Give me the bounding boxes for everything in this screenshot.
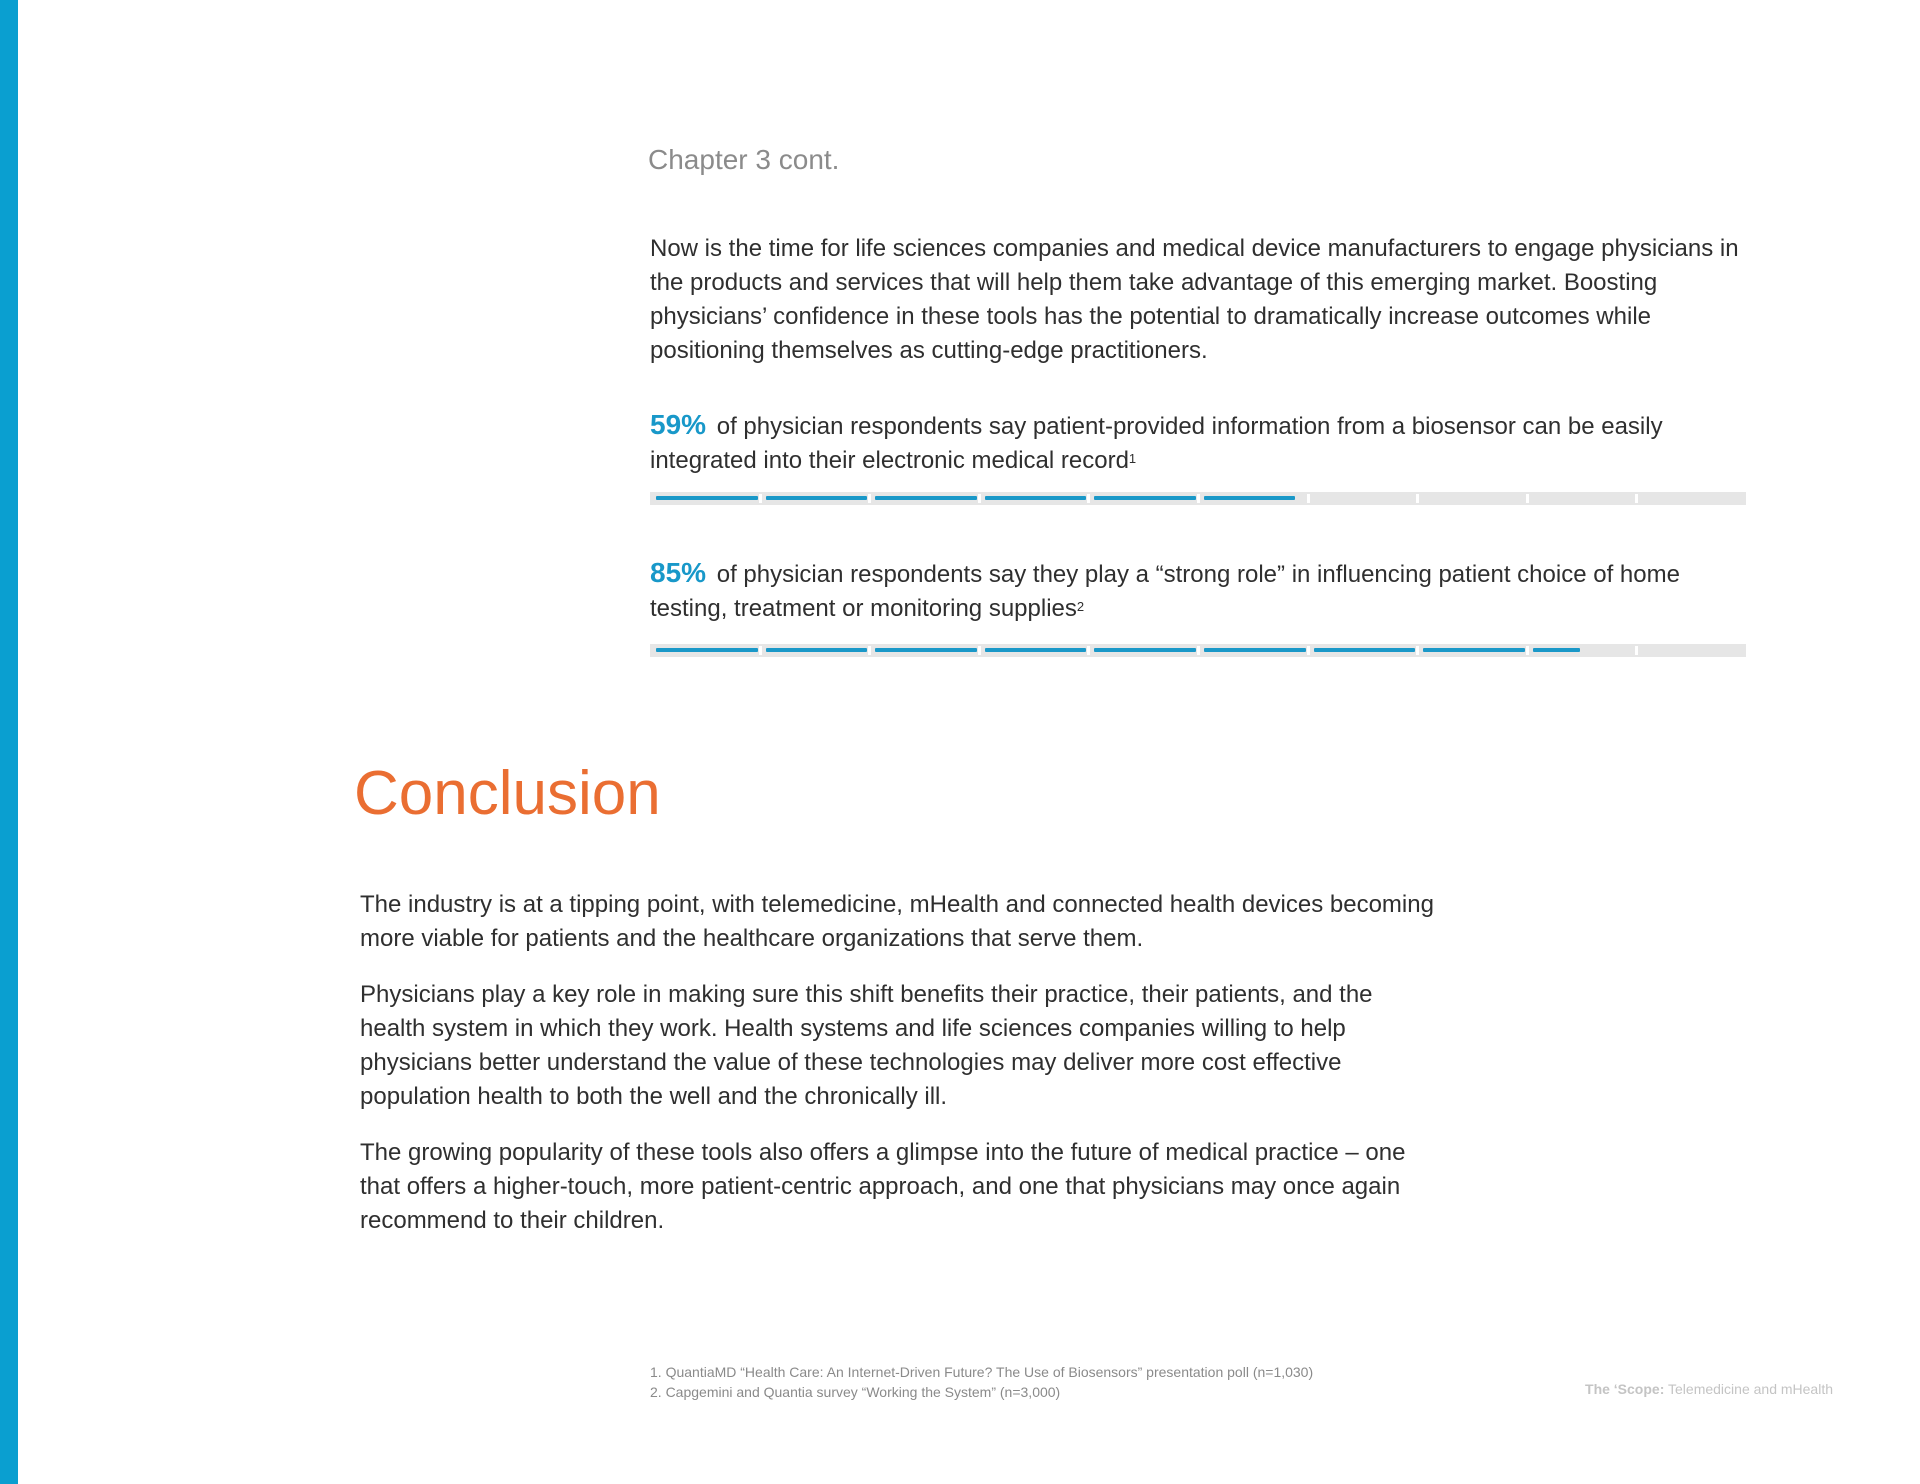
stat-text: of physician respondents say patient-provided information from a biosensor can be easily integrated into their electronic medical record xyxy=(650,413,1663,474)
progress-segment xyxy=(766,648,868,652)
progress-segment xyxy=(1533,648,1580,652)
progress-segment xyxy=(1314,648,1416,652)
progress-tick xyxy=(978,646,981,655)
progress-bar-59 xyxy=(650,492,1746,505)
progress-segment xyxy=(656,648,758,652)
progress-tick xyxy=(1635,646,1638,655)
progress-segment xyxy=(985,648,1087,652)
progress-tick xyxy=(1526,494,1529,503)
progress-tick xyxy=(1416,646,1419,655)
progress-segment xyxy=(656,496,758,500)
progress-tick xyxy=(759,494,762,503)
stat-block-2 xyxy=(650,556,1750,626)
left-accent-bar xyxy=(0,0,18,1484)
footnote-ref: 1 xyxy=(1128,451,1137,466)
intro-paragraph: Now is the time for life sciences companies and medical device manufacturers to engage physicians in the products and services that will help them take advantage of this emerging market. Boosting physicians’ confidence in these tools has the potential to dramatically increase outcomes while positioning themselves as cutting-edge practitioners. xyxy=(650,235,1739,364)
conclusion-paragraph-3: The growing popularity of these tools also offers a glimpse into the future of medical practice – one that offers a higher-touch, more patient-centric approach, and one that physicians may once again recommend to their children. xyxy=(360,1139,1406,1234)
footnote-ref: 2 xyxy=(1076,599,1085,614)
footnote-2: 2. Capgemini and Quantia survey “Working the System” (n=3,000) xyxy=(650,1384,1061,1400)
conclusion-paragraph-1: The industry is at a tipping point, with telemedicine, mHealth and connected health devices becoming more viable for patients and the healthcare organizations that serve them. xyxy=(360,891,1434,952)
progress-segment xyxy=(1423,648,1525,652)
progress-segment xyxy=(1094,496,1196,500)
progress-tick xyxy=(1307,646,1310,655)
progress-bar-85 xyxy=(650,644,1746,657)
chapter-label: Chapter 3 cont. xyxy=(648,144,840,175)
progress-tick xyxy=(978,494,981,503)
progress-segment xyxy=(875,648,977,652)
progress-tick xyxy=(1635,494,1638,503)
progress-segment xyxy=(1094,648,1196,652)
footer-label xyxy=(1585,1381,1833,1397)
progress-tick xyxy=(1526,646,1529,655)
progress-tick xyxy=(759,646,762,655)
progress-segment xyxy=(1204,648,1306,652)
conclusion-paragraph-2: Physicians play a key role in making sure this shift benefits their practice, their patients, and the health system in which they work. Health systems and life sciences companies willing to help physicians better understand the value of these technologies may deliver more cost effective population health to both the well and the chronically ill. xyxy=(360,981,1373,1110)
progress-tick xyxy=(1307,494,1310,503)
progress-segment xyxy=(1204,496,1295,500)
progress-tick xyxy=(1197,646,1200,655)
progress-tick xyxy=(868,494,871,503)
footnote-1: 1. QuantiaMD “Health Care: An Internet-Driven Future? The Use of Biosensors” presentation poll (n=1,030) xyxy=(650,1364,1314,1380)
stat-text: of physician respondents say they play a “strong role” in influencing patient choice of home testing, treatment or monitoring supplies xyxy=(650,561,1680,622)
progress-segment xyxy=(875,496,977,500)
footer-title: Telemedicine and mHealth xyxy=(1668,1381,1833,1397)
stat-percent: 85% xyxy=(650,557,707,588)
conclusion-heading: Conclusion xyxy=(354,759,661,828)
progress-segment xyxy=(985,496,1087,500)
progress-tick xyxy=(1087,494,1090,503)
footer-brand: The ‘Scope: xyxy=(1585,1381,1665,1397)
stat-percent: 59% xyxy=(650,409,707,440)
progress-tick xyxy=(1197,494,1200,503)
progress-tick xyxy=(1087,646,1090,655)
progress-tick xyxy=(868,646,871,655)
footnotes xyxy=(650,1362,1313,1402)
progress-segment xyxy=(766,496,868,500)
progress-tick xyxy=(1416,494,1419,503)
stat-block-1 xyxy=(650,408,1750,478)
